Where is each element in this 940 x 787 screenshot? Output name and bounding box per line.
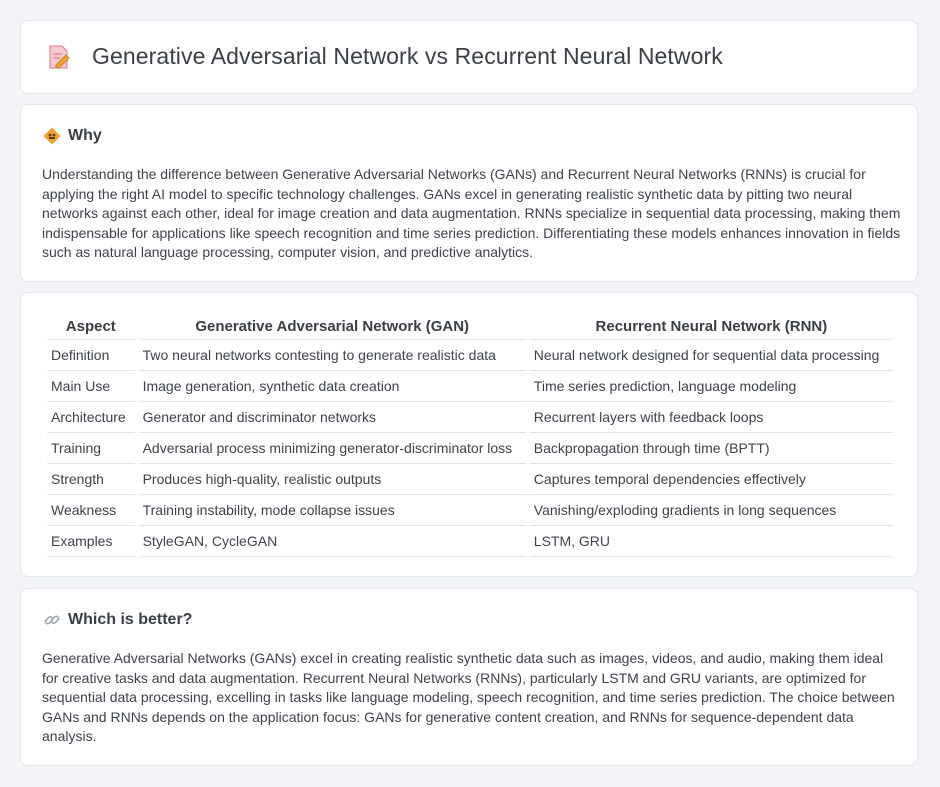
why-card (20, 104, 918, 282)
cell-aspect: Definition (47, 340, 135, 371)
table-header-row (47, 313, 893, 340)
better-heading-row (43, 611, 192, 629)
table-row (47, 433, 893, 464)
cell-gan: Image generation, synthetic data creation (139, 371, 526, 402)
table-row (47, 464, 893, 495)
cell-gan: StyleGAN, CycleGAN (139, 526, 526, 557)
table-row (47, 526, 893, 557)
cell-rnn: Vanishing/exploding gradients in long sequences (530, 495, 893, 526)
cell-gan: Adversarial process minimizing generator-discriminator loss (139, 433, 526, 464)
better-card (20, 588, 918, 766)
better-heading: Which is better? (68, 611, 193, 628)
why-heading: Why (68, 127, 102, 144)
cell-aspect: Examples (47, 526, 135, 557)
link-icon (43, 611, 61, 629)
cell-rnn: LSTM, GRU (530, 526, 893, 557)
cell-gan: Two neural networks contesting to generate realistic data (139, 340, 526, 371)
cell-gan: Produces high-quality, realistic outputs (139, 464, 526, 495)
header-gan: Generative Adversarial Network (GAN) (139, 313, 526, 340)
cell-aspect: Training (47, 433, 135, 464)
page-title: Generative Adversarial Network vs Recurrent Neural Network (92, 43, 723, 69)
better-text: Generative Adversarial Networks (GANs) excel in creating realistic synthetic data such as images, videos, and audio, making them ideal for creative tasks and data augmentation. Recurrent Neural Networks (RNNs), particularly LSTM and GRU variants, are optimized for sequential data processing, excelling in tasks like language modeling, speech recognition, and time series prediction. The choice between GANs and RNNs depends on the application focus: GANs for generative content creation, and RNNs for sequence-dependent data analysis. (42, 650, 895, 745)
cell-rnn: Captures temporal dependencies effectively (530, 464, 893, 495)
header-rnn: Recurrent Neural Network (RNN) (530, 313, 893, 340)
table-row (47, 402, 893, 433)
table-row (47, 495, 893, 526)
why-text: Understanding the difference between Generative Adversarial Networks (GANs) and Recurrent Neural Networks (RNNs) is crucial for applying the right AI model to specific technology challenges. GANs excel in generating realistic synthetic data by pitting two neural networks against each other, ideal for image creation and data augmentation. RNNs specialize in sequential data processing, making them indispensable for applications like speech recognition and time series prediction. Differentiating these models enhances innovation in fields such as natural language processing, computer vision, and predictive analytics. (42, 166, 901, 261)
cell-gan: Training instability, mode collapse issues (139, 495, 526, 526)
diamond-sign-icon (43, 127, 61, 145)
document-edit-icon (47, 44, 71, 70)
table-row (47, 340, 893, 371)
cell-rnn: Neural network designed for sequential data processing (530, 340, 893, 371)
cell-aspect: Main Use (47, 371, 135, 402)
comparison-table (43, 313, 897, 557)
header-aspect: Aspect (47, 313, 135, 340)
cell-gan: Generator and discriminator networks (139, 402, 526, 433)
title-card (20, 20, 918, 94)
cell-aspect: Architecture (47, 402, 135, 433)
cell-aspect: Weakness (47, 495, 135, 526)
table-row (47, 371, 893, 402)
cell-rnn: Backpropagation through time (BPTT) (530, 433, 893, 464)
why-heading-row (43, 127, 102, 145)
cell-rnn: Time series prediction, language modeling (530, 371, 893, 402)
title-row (47, 43, 723, 70)
cell-aspect: Strength (47, 464, 135, 495)
cell-rnn: Recurrent layers with feedback loops (530, 402, 893, 433)
comparison-card (20, 292, 918, 577)
